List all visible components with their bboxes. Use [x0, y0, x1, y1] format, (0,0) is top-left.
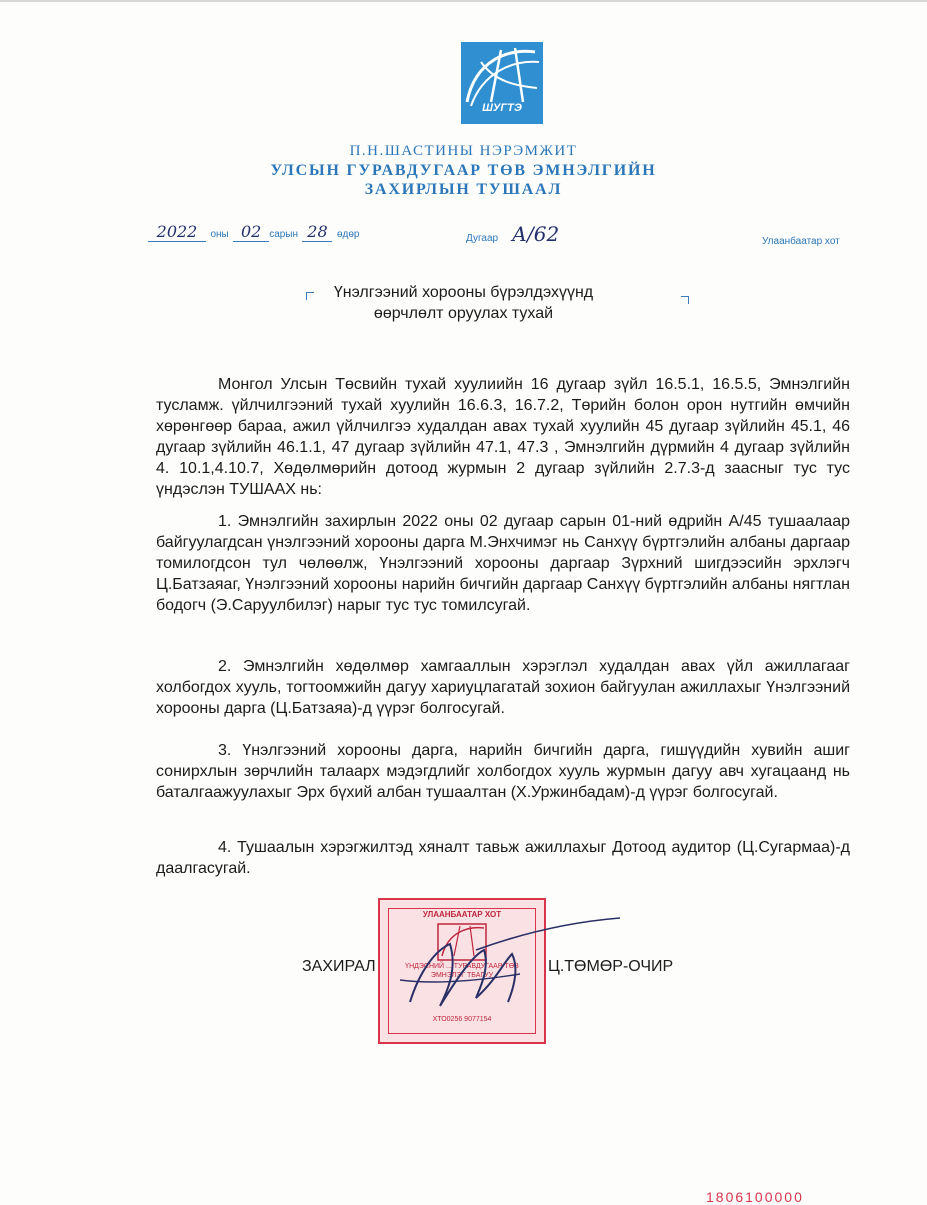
- seal-middle-text: ҮНДЭСНИЙ ... ТУРАВДУГААР ТӨВ ЭМНЭЛЭГ ТБАГУУ: [405, 963, 519, 979]
- org-name-line2: УЛСЫН ГУРАВДУГААР ТӨВ ЭМНЭЛГИЙН: [270, 162, 657, 179]
- hospital-logo: [461, 42, 543, 124]
- document-type-title: ЗАХИРЛЫН ТУШААЛ: [364, 181, 563, 198]
- order-number-line: [466, 222, 569, 246]
- handwritten-signature: [380, 910, 630, 1020]
- date-year: 2022: [148, 222, 206, 242]
- logo-text: ШУГТЭ: [482, 102, 522, 114]
- scan-edge: [0, 0, 927, 2]
- signatory-name: Ц.ТӨМӨР-ОЧИР: [548, 958, 674, 975]
- seal-top-text: УЛААНБААТАР ХОТ: [422, 910, 502, 919]
- footer-serial: 1806100000: [706, 1189, 804, 1205]
- seal-number: ХТО0256 9077154: [432, 1016, 492, 1023]
- preamble-paragraph: [156, 374, 850, 500]
- order-number-label: Дугаар: [466, 233, 499, 244]
- order-item-4: [156, 837, 850, 879]
- signatory-title: ЗАХИРАЛ: [302, 958, 376, 975]
- order-number: А/62: [511, 222, 560, 246]
- date-line: [148, 222, 359, 242]
- order-item-1: [156, 511, 850, 616]
- date-day-label: өдөр: [336, 229, 360, 240]
- order-item-1-text: 1. Эмнэлгийн захирлын 2022 оны 02 дугаар сарын 01-ний өдрийн А/45 тушаалаар байгуулагдсан үнэлгээний хорооны дарга М.Энхчимэг нь Санхүү бүртгэлийн албаны даргаар томилогдсон тул чөлөөлж, Үнэлгээний хорооны даргаар Зүрхний шигдээсийн эрхлэгч Ц.Батзаяаг, Үнэлгээний хорооны нарийн бичгийн даргаар Санхүү бүртгэлийн албаны нягтлан бодогч (Э.Саруулбилэг) нарыг тус тус томилсугай.: [156, 513, 850, 614]
- date-month: 02: [233, 222, 269, 242]
- subject-line2: өөрчлөлт оруулах тухай: [373, 305, 554, 322]
- order-item-2: [156, 656, 850, 719]
- subject: [200, 282, 727, 324]
- order-item-3: [156, 740, 850, 803]
- date-year-label: оны: [210, 229, 229, 240]
- date-day: 28: [302, 222, 332, 242]
- order-item-4-text: 4. Тушаалын хэрэгжилтэд хяналт тавьж ажиллахыг Дотоод аудитор (Ц.Сугармаа)-д даалгасугай.: [156, 839, 850, 877]
- order-item-3-text: 3. Үнэлгээний хорооны дарга, нарийн бичгийн дарга, гишүүдийн хувийн ашиг сонирхлын зөрчлийн талаарх мэдэгдлийг холбогдох хууль журмын дагуу авч хугацаанд нь баталгаажуулахыг Эрх бүхий албан тушаалтан (Х.Уржинбадам)-д үүрэг болгосугай.: [156, 742, 850, 801]
- subject-line1: Үнэлгээний хорооны бүрэлдэхүүнд: [333, 284, 594, 301]
- org-name-line1: П.Н.ШАСТИНЫ НЭРЭМЖИТ: [349, 143, 578, 159]
- date-month-label: сарын: [269, 229, 299, 240]
- city-label: Улаанбаатар хот: [762, 236, 840, 247]
- order-item-2-text: 2. Эмнэлгийн хөдөлмөр хамгааллын хэрэглэл худалдан авах үйл ажиллагааг холбогдох хууль, тогтоомжийн дагуу хариуцлагатай зохион байгуулан ажиллахыг Үнэлгээний хорооны дарга (Ц.Батзаяа)-д үүрэг болгосугай.: [156, 658, 850, 717]
- preamble-text: Монгол Улсын Төсвийн тухай хуулиийн 16 дугаар зүйл 16.5.1, 16.5.5, Эмнэлгийн тусламж. үйлчилгээний тухай хуулийн 16.6.3, 16.7.2, Төрийн болон орон нутгийн өмчийн хөрөнгөөр бараа, ажил үйлчилгээ худалдан авах тухай хуулийн 45 дугаар зүйлийн 45.1, 46 дугаар зүйлийн 46.1.1, 47 дугаар зүйлийн 47.1, 47.3 , Эмнэлгийн дүрмийн 4 дугаар зүйлийн 4. 10.1,4.10.7, Хөдөлмөрийн дотоод журмын 2 дугаар зүйлийн 2.7.3-д заасныг тус тус үндэслэн ТУШААХ нь:: [156, 376, 850, 498]
